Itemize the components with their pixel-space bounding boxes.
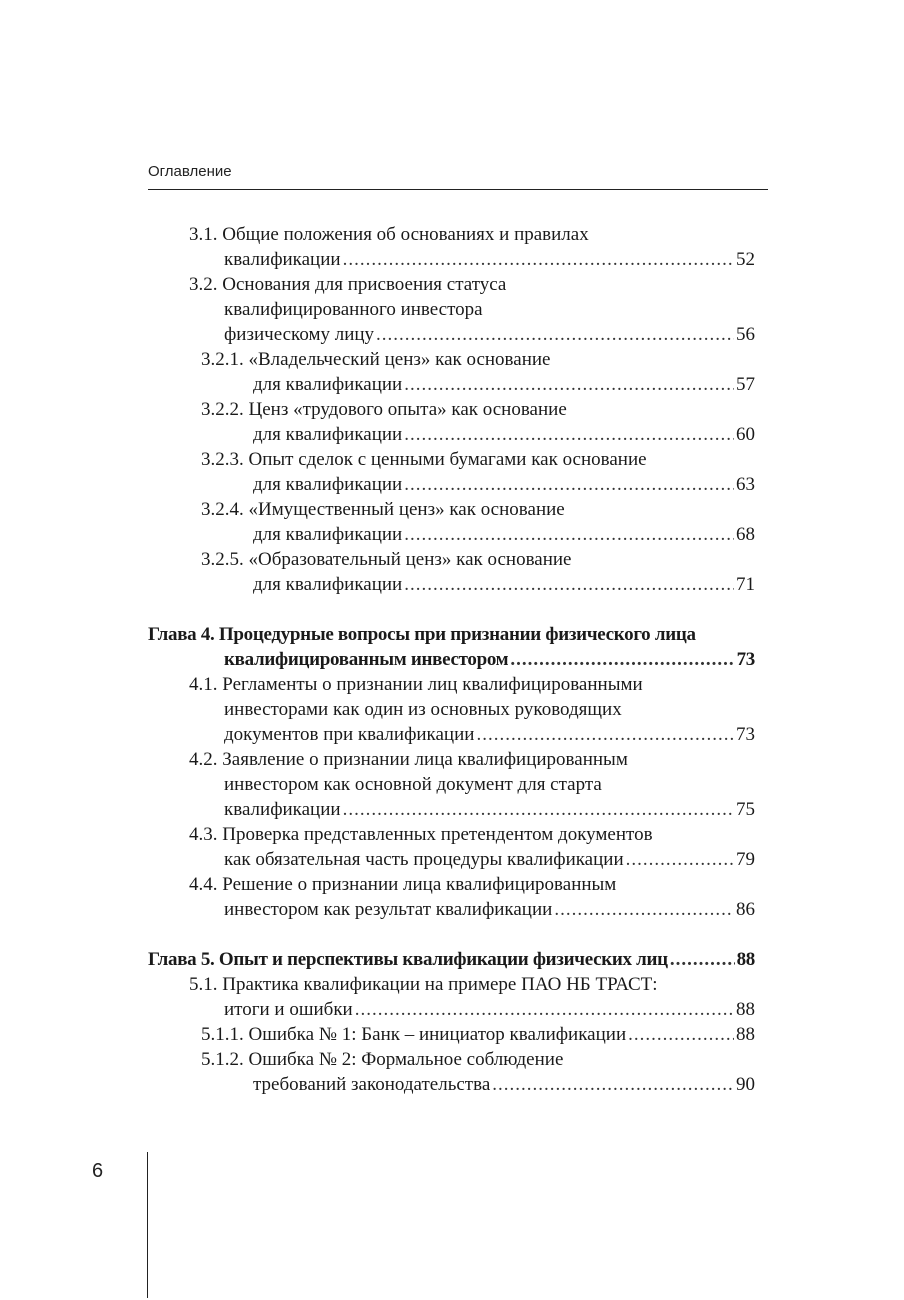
toc-entry-title: квалификации — [224, 249, 341, 270]
toc-entry-title: квалифицированного инвестора — [224, 299, 483, 320]
toc-entry-5-1-1 — [0, 1022, 904, 1047]
toc-entry-title: для квалификации — [253, 424, 403, 445]
toc-entry-3-2-cont — [0, 322, 904, 347]
toc-entry-3-1 — [0, 222, 904, 247]
dot-leader — [404, 572, 734, 597]
toc-page-number: 63 — [736, 474, 755, 495]
toc-entry-title: 5.1.1. Ошибка № 1: Банк – инициатор квалификации — [201, 1024, 627, 1045]
header-rule — [148, 189, 768, 190]
toc-entry-5-1 — [0, 972, 904, 997]
toc-entry-title: 3.2.3. Опыт сделок с ценными бумагами как основание — [201, 449, 647, 470]
toc-entry-4-2-cont — [0, 772, 904, 797]
toc-entry-3-2-5 — [0, 547, 904, 572]
toc-entry-title: 3.2.4. «Имущественный ценз» как основание — [201, 499, 565, 520]
toc-entry-3-1-cont — [0, 247, 904, 272]
dot-leader — [376, 322, 734, 347]
toc-page-number: 88 — [736, 1024, 755, 1045]
toc-entry-title: итоги и ошибки — [224, 999, 353, 1020]
toc-entry-title: для квалификации — [253, 524, 403, 545]
dot-leader — [404, 472, 734, 497]
toc-page-number: 90 — [736, 1074, 755, 1095]
toc-page-number: 88 — [736, 949, 755, 970]
toc-page-number: 68 — [736, 524, 755, 545]
toc-chapter-title: Глава 4. Процедурные вопросы при признании физического лица — [148, 624, 696, 645]
toc-entry-3-2-4 — [0, 497, 904, 522]
dot-leader — [626, 847, 734, 872]
toc-page-number: 57 — [736, 374, 755, 395]
running-head: Оглавление — [148, 163, 232, 180]
toc-entry-4-3-cont — [0, 847, 904, 872]
toc-entry-4-1 — [0, 672, 904, 697]
toc-entry-3-2-4-cont — [0, 522, 904, 547]
toc-entry-title: 5.1. Практика квалификации на примере ПАО НБ ТРАСТ: — [189, 974, 658, 995]
toc-entry-title: для квалификации — [253, 474, 403, 495]
toc-entry-title: физическому лицу — [224, 324, 375, 345]
toc-entry-4-1-cont — [0, 722, 904, 747]
toc-entry-title: для квалификации — [253, 374, 403, 395]
dot-leader — [404, 522, 734, 547]
toc-entry-title: 4.4. Решение о признании лица квалифицированным — [189, 874, 617, 895]
dot-leader — [510, 647, 734, 672]
toc-entry-5-1-2-cont — [0, 1072, 904, 1097]
toc-entry-title: инвестором как основной документ для старта — [224, 774, 602, 795]
toc-page-number: 86 — [736, 899, 755, 920]
toc-entry-3-2-cont — [0, 297, 904, 322]
toc-entry-4-2 — [0, 747, 904, 772]
toc-entry-title: 4.3. Проверка представленных претендентом документов — [189, 824, 653, 845]
toc-entry-title: 5.1.2. Ошибка № 2: Формальное соблюдение — [201, 1049, 564, 1070]
toc-entry-3-2-1 — [0, 347, 904, 372]
toc-entry-4-1-cont — [0, 697, 904, 722]
toc-page-number: 60 — [736, 424, 755, 445]
toc-entry-title: 4.2. Заявление о признании лица квалифицированным — [189, 749, 628, 770]
dot-leader — [492, 1072, 734, 1097]
dot-leader — [628, 1022, 734, 1047]
toc-entry-3-2 — [0, 272, 904, 297]
toc-entry-title: 3.1. Общие положения об основаниях и правилах — [189, 224, 589, 245]
section-gap — [0, 922, 904, 947]
toc-entry-4-3 — [0, 822, 904, 847]
toc-entry-title: 4.1. Регламенты о признании лиц квалифицированными — [189, 674, 643, 695]
dot-leader — [476, 722, 734, 747]
toc-entry-3-2-2-cont — [0, 422, 904, 447]
toc-page-number: 79 — [736, 849, 755, 870]
dot-leader — [554, 897, 734, 922]
section-gap — [0, 597, 904, 622]
toc-entry-title: для квалификации — [253, 574, 403, 595]
toc-page-number: 88 — [736, 999, 755, 1020]
toc-entry-title: документов при квалификации — [224, 724, 475, 745]
dot-leader — [343, 797, 734, 822]
toc-entry-title: как обязательная часть процедуры квалификации — [224, 849, 624, 870]
toc-entry-title: 3.2.1. «Владельческий ценз» как основание — [201, 349, 551, 370]
toc-entry-title: 3.2.2. Ценз «трудового опыта» как основание — [201, 399, 567, 420]
dot-leader — [404, 372, 734, 397]
toc-entry-4-2-cont — [0, 797, 904, 822]
toc-entry-title: квалификации — [224, 799, 341, 820]
toc-chapter-5 — [0, 947, 904, 972]
toc-entry-3-2-1-cont — [0, 372, 904, 397]
toc-entry-5-1-cont — [0, 997, 904, 1022]
toc-entry-4-4 — [0, 872, 904, 897]
page-number: 6 — [92, 1160, 104, 1182]
toc-entry-3-2-5-cont — [0, 572, 904, 597]
margin-rule — [147, 1152, 148, 1298]
toc-page-number: 73 — [736, 724, 755, 745]
toc-entry-title: требований законодательства — [253, 1074, 491, 1095]
toc-entry-3-2-2 — [0, 397, 904, 422]
toc-entry-5-1-2 — [0, 1047, 904, 1072]
toc-entry-title: инвесторами как один из основных руководящих — [224, 699, 622, 720]
toc-page-number: 56 — [736, 324, 755, 345]
toc-entry-title: инвестором как результат квалификации — [224, 899, 553, 920]
dot-leader — [404, 422, 734, 447]
toc-entry-3-2-3 — [0, 447, 904, 472]
toc-entry-3-2-3-cont — [0, 472, 904, 497]
toc-entry-4-4-cont — [0, 897, 904, 922]
toc-chapter-4-cont — [0, 647, 904, 672]
dot-leader — [670, 947, 735, 972]
toc-chapter-title: квалифицированным инвестором — [224, 649, 509, 670]
toc-chapter-title: Глава 5. Опыт и перспективы квалификации физических лиц — [148, 949, 668, 970]
toc-entry-title: 3.2.5. «Образовательный ценз» как основание — [201, 549, 572, 570]
table-of-contents — [0, 222, 904, 1097]
toc-page-number: 75 — [736, 799, 755, 820]
toc-chapter-4 — [0, 622, 904, 647]
dot-leader — [355, 997, 734, 1022]
dot-leader — [343, 247, 734, 272]
toc-page-number: 52 — [736, 249, 755, 270]
toc-page-number: 71 — [736, 574, 755, 595]
toc-entry-title: 3.2. Основания для присвоения статуса — [189, 274, 507, 295]
toc-page-number: 73 — [736, 649, 755, 670]
